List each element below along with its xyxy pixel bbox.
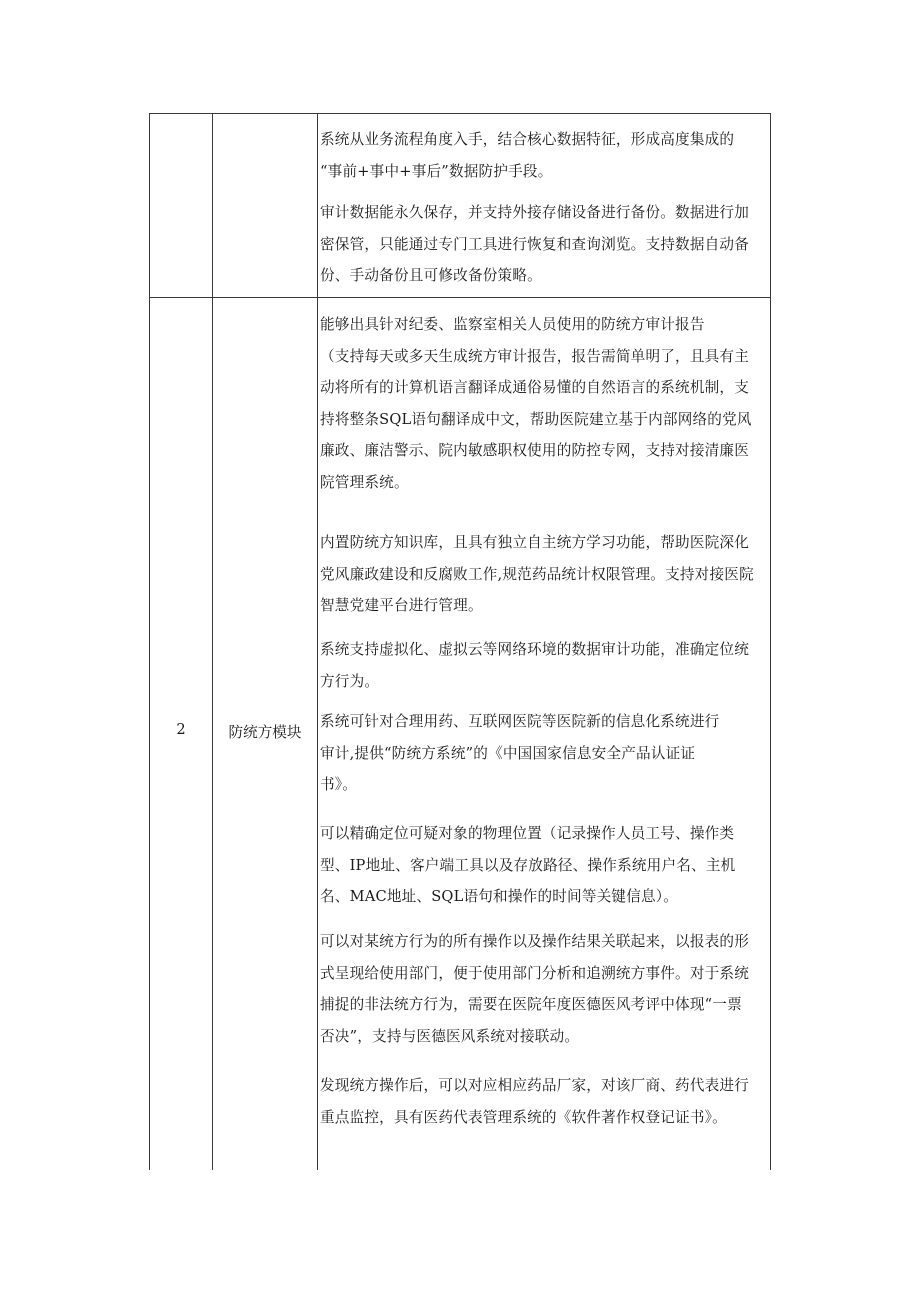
- table-border-col1: [212, 113, 213, 1170]
- requirement-paragraph: 可以精确定位可疑对象的物理位置（记录操作人员工号、操作类 型、IP地址、客户端工具以及存放路径、操作系统用户名、主机 名、MAC地址、SQL语句和操作的时间等关键信息）。: [320, 825, 736, 905]
- requirement-paragraph: 发现统方操作后，可以对应相应药品厂家，对该厂商、药代表进行 重点监控，具有医药代表管理系统的《软件著作权登记证书》。: [320, 1077, 750, 1126]
- table-border-col2: [317, 113, 318, 1170]
- requirement-paragraph: 系统从业务流程角度入手，结合核心数据特征，形成高度集成的 “事前+事中+事后”数据防护手段。: [320, 131, 735, 180]
- table-border-left: [149, 113, 150, 1170]
- requirement-paragraph: 内置防统方知识库，且具有独立自主统方学习功能，帮助医院深化 党风廉政建设和反腐败工作,规范药品统计权限管理。支持对接医院 智慧党建平台进行管理。: [320, 534, 754, 614]
- requirement-paragraph: 可以对某统方行为的所有操作以及操作结果关联起来，以报表的形 式呈现给使用部门，便于使用部门分析和追溯统方事件。对于系统 捕捉的非法统方行为，需要在医院年度医德医风考评中体现“一票 否决”，支持与医德医风系统对接联动。: [320, 933, 750, 1045]
- requirement-paragraph: 系统支持虚拟化、虚拟云等网络环境的数据审计功能，准确定位统 方行为。: [320, 641, 750, 690]
- requirement-paragraph: 系统可针对合理用药、互联网医院等医院新的信息化系统进行 审计,提供“防统方系统”的《中国国家信息安全产品认证证 书》。: [320, 713, 720, 793]
- row-number: 2: [176, 721, 186, 738]
- table-border-top: [149, 113, 771, 114]
- requirement-paragraph: 能够出具针对纪委、监察室相关人员使用的防统方审计报告 （支持每天或多天生成统方审计报告，报告需简单明了，且具有主 动将所有的计算机语言翻译成通俗易懂的自然语言的系统机制，支 持将整条SQL语句翻译成中文，帮助医院建立基于内部网络的党风 廉政、廉洁警示、院内敏感职权使用的防控专网，支持对接清廉医 院管理系统。: [320, 316, 752, 491]
- module-name: 防统方模块: [228, 724, 302, 741]
- table-row-divider: [149, 297, 771, 298]
- requirement-paragraph: 审计数据能永久保存，并支持外接存储设备进行备份。数据进行加 密保管，只能通过专门工具进行恢复和查询浏览。支持数据自动备 份、手动备份且可修改备份策略。: [320, 204, 750, 284]
